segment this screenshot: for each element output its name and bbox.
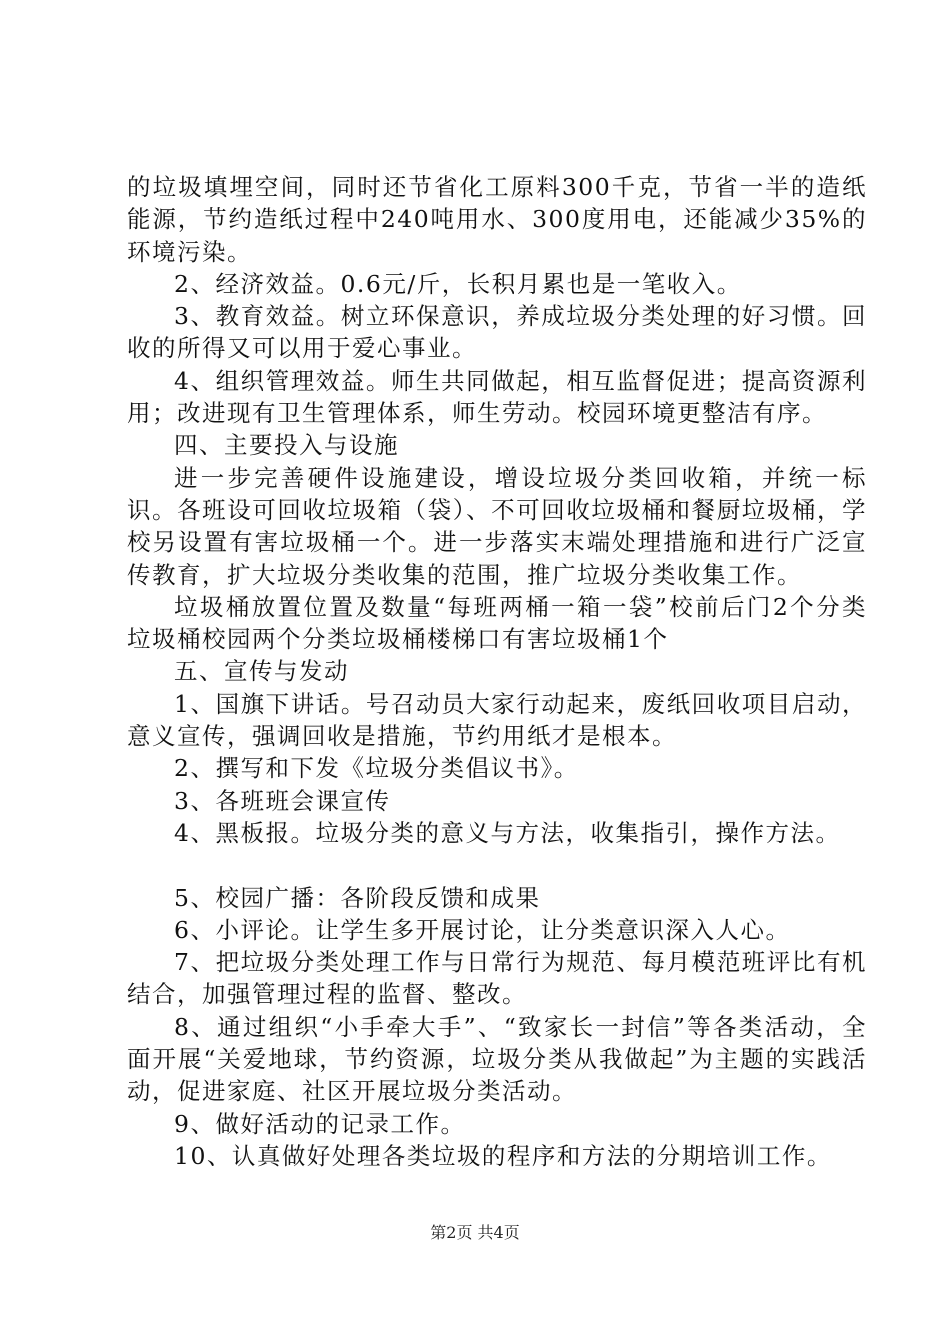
paragraph: 7、把垃圾分类处理工作与日常行为规范、每月模范班评比有机结合，加强管理过程的监督、整改。 — [127, 948, 867, 1009]
paragraph: 3、教育效益。树立环保意识，养成垃圾分类处理的好习惯。回收的所得又可以用于爱心事业。 — [127, 302, 867, 363]
paragraph: 的垃圾填埋空间，同时还节省化工原料300千克，节省一半的造纸能源，节约造纸过程中240吨用水、300度用电，还能减少35%的环境污染。 — [127, 173, 867, 266]
paragraph: 垃圾桶放置位置及数量“每班两桶一箱一袋”校前后门2个分类垃圾桶校园两个分类垃圾桶楼梯口有害垃圾桶1个 — [127, 592, 867, 654]
paragraph: 4、组织管理效益。师生共同做起，相互监督促进；提高资源利用；改进现有卫生管理体系，师生劳动。校园环境更整洁有序。 — [127, 366, 867, 428]
paragraph: 8、通过组织“小手牵大手”、“致家长一封信”等各类活动，全面开展“关爱地球，节约资源，垃圾分类从我做起”为主题的实践活动，促进家庭、社区开展垃圾分类活动。 — [127, 1012, 867, 1106]
paragraph: 9、做好活动的记录工作。 — [174, 1109, 466, 1138]
paragraph: 1、国旗下讲话。号召动员大家行动起来，废纸回收项目启动，意义宣传，强调回收是措施，节约用纸才是根本。 — [127, 689, 867, 751]
page-footer: 第2页 共4页 — [430, 1223, 520, 1242]
paragraph: 2、撰写和下发《垃圾分类倡议书》。 — [174, 754, 579, 783]
paragraph: 4、黑板报。垃圾分类的意义与方法，收集指引，操作方法。 — [174, 818, 841, 847]
paragraph: 四、主要投入与设施 — [174, 431, 399, 460]
paragraph: 2、经济效益。0.6元/斤，长积月累也是一笔收入。 — [174, 269, 742, 298]
paragraph: 进一步完善硬件设施建设，增设垃圾分类回收箱，并统一标识。各班设可回收垃圾箱（袋）、不可回收垃圾桶和餐厨垃圾桶，学校另设置有害垃圾桶一个。进一步落实末端处理措施和进行广泛宣传教育，扩大垃圾分类收集的范围，推广垃圾分类收集工作。 — [127, 463, 867, 589]
paragraph: 10、认真做好处理各类垃圾的程序和方法的分期培训工作。 — [174, 1141, 832, 1170]
paragraph: 3、各班班会课宣传 — [174, 786, 391, 815]
paragraph: 6、小评论。让学生多开展讨论，让分类意识深入人心。 — [174, 915, 791, 944]
document-body — [127, 171, 867, 1172]
paragraph: 5、校园广播：各阶段反馈和成果 — [174, 883, 541, 912]
paragraph: 五、宣传与发动 — [174, 657, 349, 686]
blank-line — [127, 849, 867, 881]
